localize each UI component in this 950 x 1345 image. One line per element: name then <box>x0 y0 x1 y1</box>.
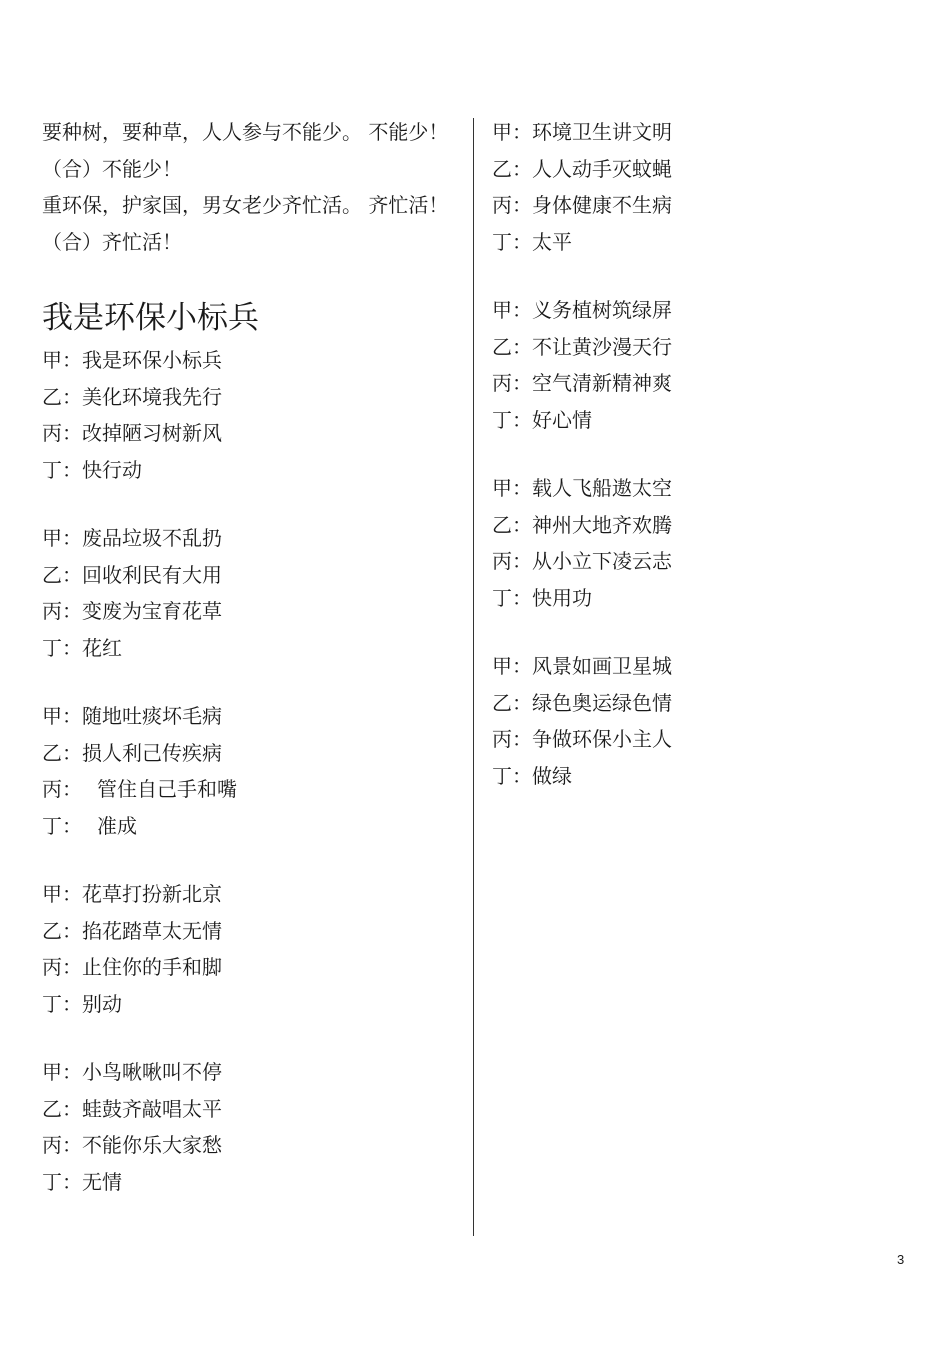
dialogue-line <box>492 402 912 439</box>
dialogue-line <box>492 151 912 188</box>
dialogue-line <box>492 543 912 580</box>
speaker-label: 丁： <box>42 813 82 838</box>
stanza <box>42 698 462 844</box>
dialogue-line <box>492 721 912 758</box>
intro-line: （合）不能少！ <box>42 156 182 181</box>
speaker-label: 丁： <box>42 635 82 660</box>
dialogue-line <box>492 507 912 544</box>
stanza <box>42 1054 462 1200</box>
line-text: 别动 <box>82 991 122 1016</box>
dialogue-line <box>492 470 912 507</box>
intro-line: 重环保，护家国，男女老少齐忙活。 齐忙活！ <box>42 193 449 217</box>
speaker-label: 丙： <box>492 549 532 573</box>
dialogue-line <box>42 557 462 594</box>
dialogue-line <box>492 224 912 261</box>
speaker-label: 丁： <box>42 991 82 1016</box>
speaker-label: 乙： <box>42 1096 82 1121</box>
line-text: 人人动手灭蚊蝇 <box>532 156 672 181</box>
dialogue-line <box>42 520 462 557</box>
dialogue-line <box>42 876 462 913</box>
intro-line: 要种树，要种草，人人参与不能少。 不能少！ <box>42 120 449 144</box>
dialogue-line <box>42 342 462 379</box>
stanza-gap <box>42 1022 462 1054</box>
speaker-label: 丙： <box>492 727 532 751</box>
line-text: 空气清新精神爽 <box>532 371 672 395</box>
dialogue-line <box>42 1054 462 1091</box>
column-divider <box>473 118 474 1236</box>
line-text: 身体健康不生病 <box>532 193 672 217</box>
speaker-label: 丙： <box>42 1133 82 1157</box>
line-text: 我是环保小标兵 <box>82 348 222 372</box>
line-text: 准成 <box>97 813 137 838</box>
speaker-label: 甲： <box>42 348 82 372</box>
left-column <box>42 114 462 1200</box>
speaker-label: 乙： <box>42 384 82 409</box>
stanza-gap <box>492 616 912 648</box>
speaker-label: 甲： <box>42 1060 82 1084</box>
stanza <box>492 114 912 260</box>
speaker-label: 丁： <box>492 763 532 788</box>
speaker-label: 丙： <box>42 955 82 979</box>
stanza <box>42 520 462 666</box>
speaker-label: 甲： <box>42 704 82 728</box>
intro-block <box>42 114 462 260</box>
line-text: 义务植树筑绿屏 <box>532 298 672 322</box>
dialogue-line <box>42 735 462 772</box>
line-text: 废品垃圾不乱扔 <box>82 526 222 550</box>
dialogue-line <box>492 580 912 617</box>
line-text: 绿色奥运绿色情 <box>532 690 672 715</box>
speaker-label: 丙： <box>42 421 82 445</box>
speaker-label: 乙： <box>42 918 82 943</box>
dialogue-line <box>42 1091 462 1128</box>
line-text: 花草打扮新北京 <box>82 882 222 906</box>
dialogue-line <box>42 808 462 845</box>
line-text: 回收利民有大用 <box>82 562 222 587</box>
line-text: 掐花踏草太无情 <box>82 918 222 943</box>
speaker-label: 丙： <box>42 599 82 623</box>
speaker-label: 丁： <box>42 1169 82 1194</box>
line-text: 随地吐痰坏毛病 <box>82 704 222 728</box>
dialogue-line <box>42 698 462 735</box>
line-text: 无情 <box>82 1169 122 1194</box>
section-title: 我是环保小标兵 <box>42 300 259 336</box>
speaker-label: 乙： <box>42 740 82 765</box>
line-text: 载人飞船遨太空 <box>532 476 672 500</box>
dialogue-line <box>492 114 912 151</box>
stanza-gap <box>42 488 462 520</box>
dialogue-line <box>42 415 462 452</box>
dialogue-line <box>42 379 462 416</box>
speaker-label: 丁： <box>492 407 532 432</box>
speaker-label: 甲： <box>492 654 532 678</box>
line-text: 环境卫生讲文明 <box>532 120 672 144</box>
line-text: 太平 <box>532 229 572 254</box>
speaker-label: 甲： <box>492 298 532 322</box>
dialogue-line <box>42 986 462 1023</box>
dialogue-line <box>492 648 912 685</box>
line-text: 美化环境我先行 <box>82 384 222 409</box>
line-text: 快用功 <box>532 585 592 610</box>
line-text: 花红 <box>82 635 122 660</box>
speaker-label: 乙： <box>42 562 82 587</box>
line-text: 蛙鼓齐敲唱太平 <box>82 1096 222 1121</box>
stanza-gap <box>492 260 912 292</box>
stanza-gap <box>492 438 912 470</box>
speaker-label: 甲： <box>492 120 532 144</box>
dialogue-line <box>42 452 462 489</box>
line-text: 风景如画卫星城 <box>532 654 672 678</box>
dialogue-line <box>42 949 462 986</box>
speaker-label: 乙： <box>492 156 532 181</box>
line-text: 管住自己手和嘴 <box>97 777 237 801</box>
line-text: 不让黄沙漫天行 <box>532 334 672 359</box>
page-number: 3 <box>897 1252 905 1267</box>
speaker-label: 乙： <box>492 334 532 359</box>
stanza <box>492 648 912 794</box>
speaker-label: 丁： <box>492 585 532 610</box>
dialogue-line <box>492 292 912 329</box>
stanza <box>42 876 462 1022</box>
dialogue-line <box>42 913 462 950</box>
dialogue-line <box>42 1127 462 1164</box>
line-text: 好心情 <box>532 407 592 432</box>
line-text: 损人利己传疾病 <box>82 740 222 765</box>
speaker-label: 丙： <box>492 193 532 217</box>
right-column <box>492 114 912 794</box>
speaker-label: 甲： <box>42 526 82 550</box>
line-text: 止住你的手和脚 <box>82 955 222 979</box>
line-text: 争做环保小主人 <box>532 727 672 751</box>
speaker-label: 丁： <box>42 457 82 482</box>
dialogue-line <box>492 187 912 224</box>
dialogue-line <box>42 630 462 667</box>
line-text: 变废为宝育花草 <box>82 599 222 623</box>
speaker-label: 乙： <box>492 690 532 715</box>
speaker-label: 甲： <box>42 882 82 906</box>
line-text: 不能你乐大家愁 <box>82 1133 222 1157</box>
speaker-label: 丁： <box>492 229 532 254</box>
speaker-label: 丙： <box>42 777 82 801</box>
dialogue-line <box>492 758 912 795</box>
dialogue-line <box>492 365 912 402</box>
dialogue-line <box>42 593 462 630</box>
dialogue-line <box>42 771 462 808</box>
intro-line: （合）齐忙活！ <box>42 229 182 254</box>
line-text: 小鸟啾啾叫不停 <box>82 1060 222 1084</box>
line-text: 神州大地齐欢腾 <box>532 512 672 537</box>
dialogue-line <box>492 329 912 366</box>
speaker-label: 甲： <box>492 476 532 500</box>
dialogue-line <box>42 1164 462 1201</box>
line-text: 从小立下凌云志 <box>532 549 672 573</box>
stanza <box>492 470 912 616</box>
stanza-gap <box>42 666 462 698</box>
line-text: 快行动 <box>82 457 142 482</box>
dialogue-line <box>492 685 912 722</box>
stanza <box>42 342 462 488</box>
line-text: 改掉陋习树新风 <box>82 421 222 445</box>
stanza-gap <box>42 844 462 876</box>
stanza <box>492 292 912 438</box>
line-text: 做绿 <box>532 763 572 788</box>
speaker-label: 丙： <box>492 371 532 395</box>
speaker-label: 乙： <box>492 512 532 537</box>
